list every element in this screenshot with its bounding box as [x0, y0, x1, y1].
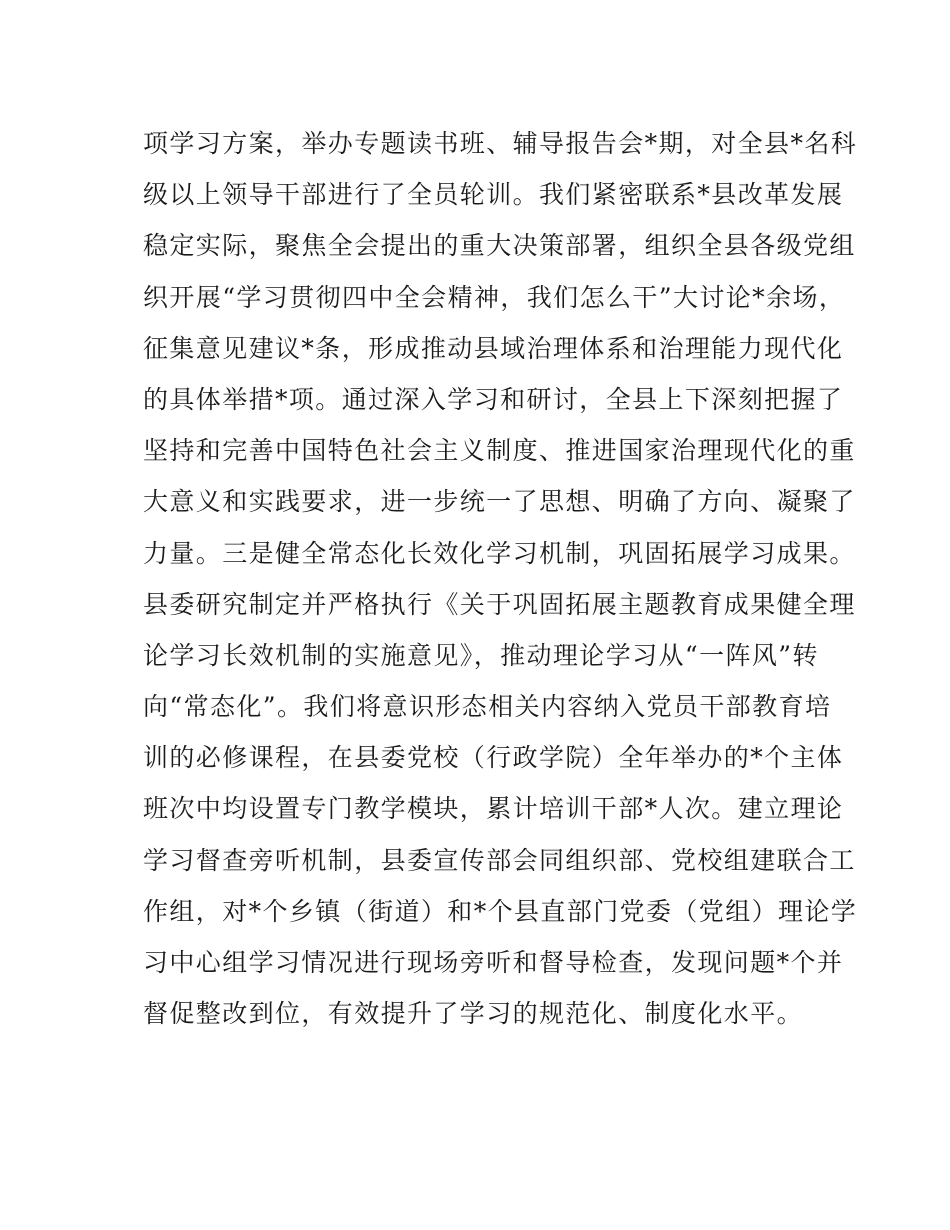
- text-line: 论学习长效机制的实施意见》，推动理论学习从“一阵风”转: [143, 640, 819, 670]
- text-line: 班次中均设置专门教学模块，累计培训干部*人次。建立理论: [143, 794, 844, 824]
- text-line: 学习督查旁听机制，县委宣传部会同组织部、党校组建联合工: [143, 845, 856, 875]
- text-line: 级以上领导干部进行了全员轮训。我们紧密联系*县改革发展: [143, 180, 844, 210]
- text-line: 力量。三是健全常态化长效化学习机制，巩固拓展学习成果。: [143, 538, 856, 568]
- text-line: 稳定实际，聚焦全会提出的重大决策部署，组织全县各级党组: [143, 231, 856, 261]
- text-line: 征集意见建议*条，形成推动县域治理体系和治理能力现代化: [143, 333, 844, 363]
- text-line: 县委研究制定并严格执行《关于巩固拓展主题教育成果健全理: [143, 589, 856, 619]
- text-line: 向“常态化”。我们将意识形态相关内容纳入党员干部教育培: [143, 692, 832, 722]
- text-line: 项学习方案，举办专题读书班、辅导报告会*期，对全县*名科: [143, 129, 858, 158]
- text-line: 坚持和完善中国特色社会主义制度、推进国家治理现代化的重: [143, 436, 856, 466]
- text-line: 作组，对*个乡镇（街道）和*个县直部门党委（党组）理论学: [143, 896, 858, 926]
- text-line: 大意义和实践要求，进一步统一了思想、明确了方向、凝聚了: [143, 487, 856, 517]
- text-line: 督促整改到位，有效提升了学习的规范化、制度化水平。: [143, 999, 804, 1029]
- text-line: 训的必修课程，在县委党校（行政学院）全年举办的*个主体: [143, 743, 844, 773]
- body-paragraph: [143, 123, 858, 1044]
- text-line: 习中心组学习情况进行现场旁听和督导检查，发现问题*个并: [143, 948, 844, 977]
- text-line: 织开展“学习贯彻四中全会精神，我们怎么干”大讨论*余场，: [143, 282, 846, 312]
- text-line: 的具体举措*项。通过深入学习和研讨，全县上下深刻把握了: [143, 384, 844, 414]
